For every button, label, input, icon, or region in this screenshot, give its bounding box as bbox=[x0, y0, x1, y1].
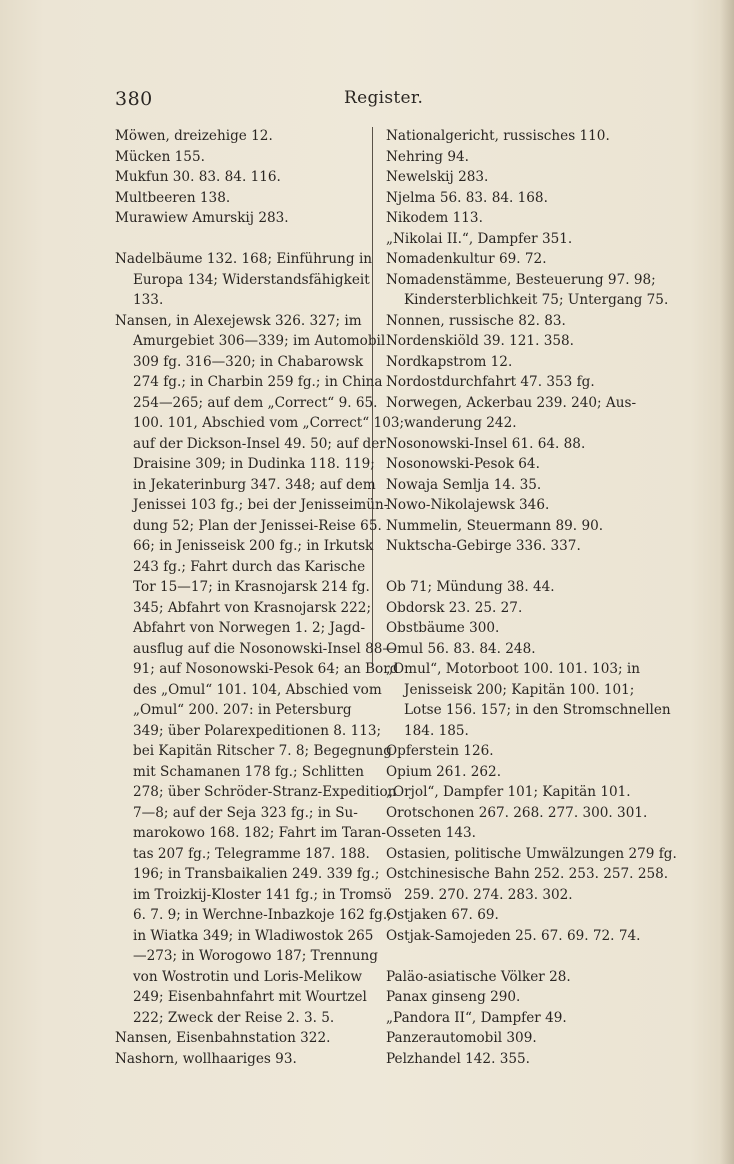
index-entry bbox=[386, 762, 648, 783]
entry-line: von Wostrotin und Loris-Melikow bbox=[133, 968, 363, 985]
entry-line: Newelskij 283. bbox=[386, 169, 489, 185]
entry-line: 349; über Polarexpeditionen 8. 113; bbox=[133, 722, 382, 739]
index-entry bbox=[386, 372, 648, 393]
index-entry bbox=[115, 188, 365, 209]
index-entry bbox=[386, 393, 648, 434]
entry-line: wanderung 242. bbox=[404, 415, 517, 431]
index-entry bbox=[115, 167, 365, 188]
entry-line: Draisine 309; in Dudinka 118. 119; bbox=[133, 456, 375, 472]
index-entry bbox=[386, 618, 648, 639]
entry-line: Nonnen, russische 82. 83. bbox=[386, 312, 566, 329]
entry-line: 249; Eisenbahnfahrt mit Wourtzel bbox=[133, 989, 367, 1005]
entry-line: Orotschonen 267. 268. 277. 300. 301. bbox=[386, 804, 648, 821]
running-title: Register. bbox=[344, 88, 424, 108]
entry-line: Paläo-asiatische Völker 28. bbox=[386, 968, 571, 985]
entry-line: Nomadenstämme, Besteuerung 97. 98; bbox=[386, 271, 656, 288]
entry-line: Murawiew Amurskij 283. bbox=[115, 210, 289, 226]
entry-line: 254—265; auf dem „Correct“ 9. 65. bbox=[133, 394, 378, 411]
entry-line: Panax ginseng 290. bbox=[386, 989, 521, 1005]
entry-line: Nuktscha-Gebirge 336. 337. bbox=[386, 538, 581, 554]
index-entry bbox=[386, 598, 648, 619]
entry-line: „Orjol“, Dampfer 101; Kapitän 101. bbox=[386, 784, 631, 800]
entry-line: Nowo-Nikolajewsk 346. bbox=[386, 497, 550, 513]
entry-line: Obstbäume 300. bbox=[386, 620, 500, 636]
entry-line: Amurgebiet 306—339; im Automobil bbox=[133, 333, 386, 349]
entry-line: 259. 270. 274. 283. 302. bbox=[404, 886, 573, 903]
entry-line: 196; in Transbaikalien 249. 339 fg.; bbox=[133, 866, 380, 882]
entry-line: 243 fg.; Fahrt durch das Karische bbox=[133, 558, 366, 575]
entry-line: 222; Zweck der Reise 2. 3. 5. bbox=[133, 1009, 335, 1026]
entry-line: auf der Dickson-Insel 49. 50; auf der bbox=[133, 435, 386, 452]
entry-line: 6. 7. 9; in Werchne-Inbazkoje 162 fg.; bbox=[133, 907, 392, 923]
index-entry bbox=[386, 229, 648, 250]
index-entry bbox=[386, 864, 669, 905]
entry-line: Ostchinesische Bahn 252. 253. 257. 258. bbox=[386, 866, 669, 882]
index-entry bbox=[386, 270, 669, 311]
index-entry bbox=[386, 495, 648, 516]
entry-line: Opium 261. 262. bbox=[386, 763, 502, 780]
entry-line: 91; auf Nosonowski-Pesok 64; an Bord bbox=[133, 661, 399, 677]
entry-line: Obdorsk 23. 25. 27. bbox=[386, 599, 523, 616]
index-entry bbox=[386, 639, 648, 660]
index-entry bbox=[386, 536, 648, 557]
entry-line: Nowaja Semlja 14. 35. bbox=[386, 476, 542, 493]
index-column-right bbox=[386, 126, 677, 1069]
entry-line: Nosonowski-Pesok 64. bbox=[386, 456, 540, 472]
entry-line: 66; in Jenisseisk 200 fg.; in Irkutsk bbox=[133, 538, 374, 554]
entry-line: Mücken 155. bbox=[115, 148, 205, 165]
entry-line: 100. 101, Abschied vom „Correct“ 103; bbox=[133, 415, 405, 431]
index-entry bbox=[115, 1049, 365, 1070]
entry-line: Ob 71; Mündung 38. 44. bbox=[386, 579, 555, 595]
entry-line: Lotse 156. 157; in den Stromschnellen bbox=[404, 702, 671, 718]
index-entry bbox=[386, 782, 648, 803]
entry-line: „Omul“ 200. 207: in Petersburg bbox=[133, 702, 352, 718]
index-entry bbox=[115, 126, 365, 147]
index-entry bbox=[115, 311, 405, 1029]
index-entry bbox=[386, 352, 648, 373]
index-entry bbox=[386, 741, 648, 762]
entry-line: Tor 15—17; in Krasnojarsk 214 fg. bbox=[133, 579, 370, 595]
entry-line: im Troizkij-Kloster 141 fg.; in Tromsö bbox=[133, 886, 392, 903]
entry-line: Nosonowski-Insel 61. 64. 88. bbox=[386, 435, 586, 452]
entry-line: Nashorn, wollhaariges 93. bbox=[115, 1050, 297, 1067]
index-column-left bbox=[115, 126, 405, 1069]
entry-line: „Pandora II“, Dampfer 49. bbox=[386, 1009, 567, 1026]
entry-line: Nordostdurchfahrt 47. 353 fg. bbox=[386, 374, 595, 390]
entry-line: Njelma 56. 83. 84. 168. bbox=[386, 189, 548, 206]
entry-line: Pelzhandel 142. 355. bbox=[386, 1050, 530, 1067]
entry-line: Nummelin, Steuermann 89. 90. bbox=[386, 517, 604, 534]
index-entry bbox=[386, 1049, 648, 1070]
index-entry bbox=[386, 475, 648, 496]
index-entry bbox=[115, 208, 365, 229]
section-gap bbox=[386, 557, 648, 578]
index-entry bbox=[386, 844, 677, 865]
section-gap bbox=[386, 946, 648, 967]
index-entry bbox=[386, 454, 648, 475]
entry-line: Nomadenkultur 69. 72. bbox=[386, 251, 547, 267]
index-entry bbox=[386, 434, 648, 455]
entry-line: mit Schamanen 178 fg.; Schlitten bbox=[133, 763, 365, 780]
index-entry bbox=[386, 1008, 648, 1029]
entry-line: —273; in Worogowo 187; Trennung bbox=[133, 948, 378, 964]
entry-line: Nordenskiöld 39. 121. 358. bbox=[386, 333, 574, 349]
entry-line: Panzerautomobil 309. bbox=[386, 1030, 537, 1046]
entry-line: Kindersterblichkeit 75; Untergang 75. bbox=[404, 292, 669, 308]
entry-line: 133. bbox=[133, 292, 164, 308]
entry-line: 7—8; auf der Seja 323 fg.; in Su- bbox=[133, 804, 358, 821]
index-entry bbox=[386, 1028, 648, 1049]
entry-line: Jenisseisk 200; Kapitän 100. 101; bbox=[404, 681, 635, 698]
entry-line: Ostjaken 67. 69. bbox=[386, 907, 499, 923]
entry-line: Nansen, in Alexejewsk 326. 327; im bbox=[115, 312, 362, 329]
index-entry bbox=[386, 331, 648, 352]
entry-line: Abfahrt von Norwegen 1. 2; Jagd- bbox=[133, 620, 366, 636]
entry-line: 309 fg. 316—320; in Chabarowsk bbox=[133, 353, 364, 370]
index-entry bbox=[115, 147, 365, 168]
entry-line: Nehring 94. bbox=[386, 148, 469, 165]
entry-line: Nansen, Eisenbahnstation 322. bbox=[115, 1030, 331, 1046]
entry-line: Omul 56. 83. 84. 248. bbox=[386, 640, 536, 657]
entry-line: Nadelbäume 132. 168; Einführung in bbox=[115, 251, 373, 267]
index-entry bbox=[386, 823, 648, 844]
index-entry bbox=[386, 659, 671, 741]
index-entry bbox=[386, 126, 648, 147]
entry-line: Norwegen, Ackerbau 239. 240; Aus- bbox=[386, 394, 637, 411]
section-gap bbox=[115, 229, 365, 250]
entry-line: in Wiatka 349; in Wladiwostok 265 bbox=[133, 927, 374, 944]
index-entry bbox=[386, 516, 648, 537]
entry-line: Mukfun 30. 83. 84. 116. bbox=[115, 169, 281, 185]
index-entry bbox=[115, 1028, 365, 1049]
entry-line: in Jekaterinburg 347. 348; auf dem bbox=[133, 476, 376, 493]
entry-line: dung 52; Plan der Jenissei-Reise 65. bbox=[133, 517, 382, 534]
entry-line: Ostasien, politische Umwälzungen 279 fg. bbox=[386, 845, 677, 862]
entry-line: 345; Abfahrt von Krasnojarsk 222; bbox=[133, 599, 372, 616]
index-entry bbox=[115, 249, 373, 311]
index-entry bbox=[386, 208, 648, 229]
index-entry bbox=[386, 188, 648, 209]
entry-line: tas 207 fg.; Telegramme 187. 188. bbox=[133, 845, 370, 862]
entry-line: „Nikolai II.“, Dampfer 351. bbox=[386, 230, 573, 247]
entry-line: Opferstein 126. bbox=[386, 743, 494, 759]
entry-line: ausflug auf die Nosonowski-Insel 88— bbox=[133, 640, 396, 657]
entry-line: Nikodem 113. bbox=[386, 210, 483, 226]
entry-line: 274 fg.; in Charbin 259 fg.; in China bbox=[133, 374, 383, 390]
page-number: 380 bbox=[115, 88, 153, 110]
entry-line: Möwen, dreizehige 12. bbox=[115, 128, 273, 144]
entry-line: 278; über Schröder-Stranz-Expedition bbox=[133, 784, 397, 800]
page-edge-shadow bbox=[720, 0, 734, 1164]
entry-line: Europa 134; Widerstandsfähigkeit bbox=[133, 271, 370, 288]
entry-line: des „Omul“ 101. 104, Abschied vom bbox=[133, 681, 382, 698]
entry-line: Multbeeren 138. bbox=[115, 189, 231, 206]
index-entry bbox=[386, 577, 648, 598]
index-entry bbox=[386, 926, 648, 947]
entry-line: Nationalgericht, russisches 110. bbox=[386, 128, 610, 144]
entry-line: Ostjak-Samojeden 25. 67. 69. 72. 74. bbox=[386, 927, 641, 944]
index-entry bbox=[386, 967, 648, 988]
entry-line: 184. 185. bbox=[404, 722, 469, 739]
index-entry bbox=[386, 987, 648, 1008]
entry-line: Nordkapstrom 12. bbox=[386, 353, 513, 370]
index-entry bbox=[386, 147, 648, 168]
entry-line: „Omul“, Motorboot 100. 101. 103; in bbox=[386, 661, 641, 677]
entry-line: Jenissei 103 fg.; bei der Jenisseimün- bbox=[133, 497, 389, 513]
entry-line: marokowo 168. 182; Fahrt im Taran- bbox=[133, 825, 386, 841]
index-entry bbox=[386, 249, 648, 270]
index-entry bbox=[386, 905, 648, 926]
entry-line: bei Kapitän Ritscher 7. 8; Begegnung bbox=[133, 743, 392, 759]
index-entry bbox=[386, 803, 648, 824]
index-entry bbox=[386, 167, 648, 188]
index-entry bbox=[386, 311, 648, 332]
entry-line: Osseten 143. bbox=[386, 825, 476, 841]
